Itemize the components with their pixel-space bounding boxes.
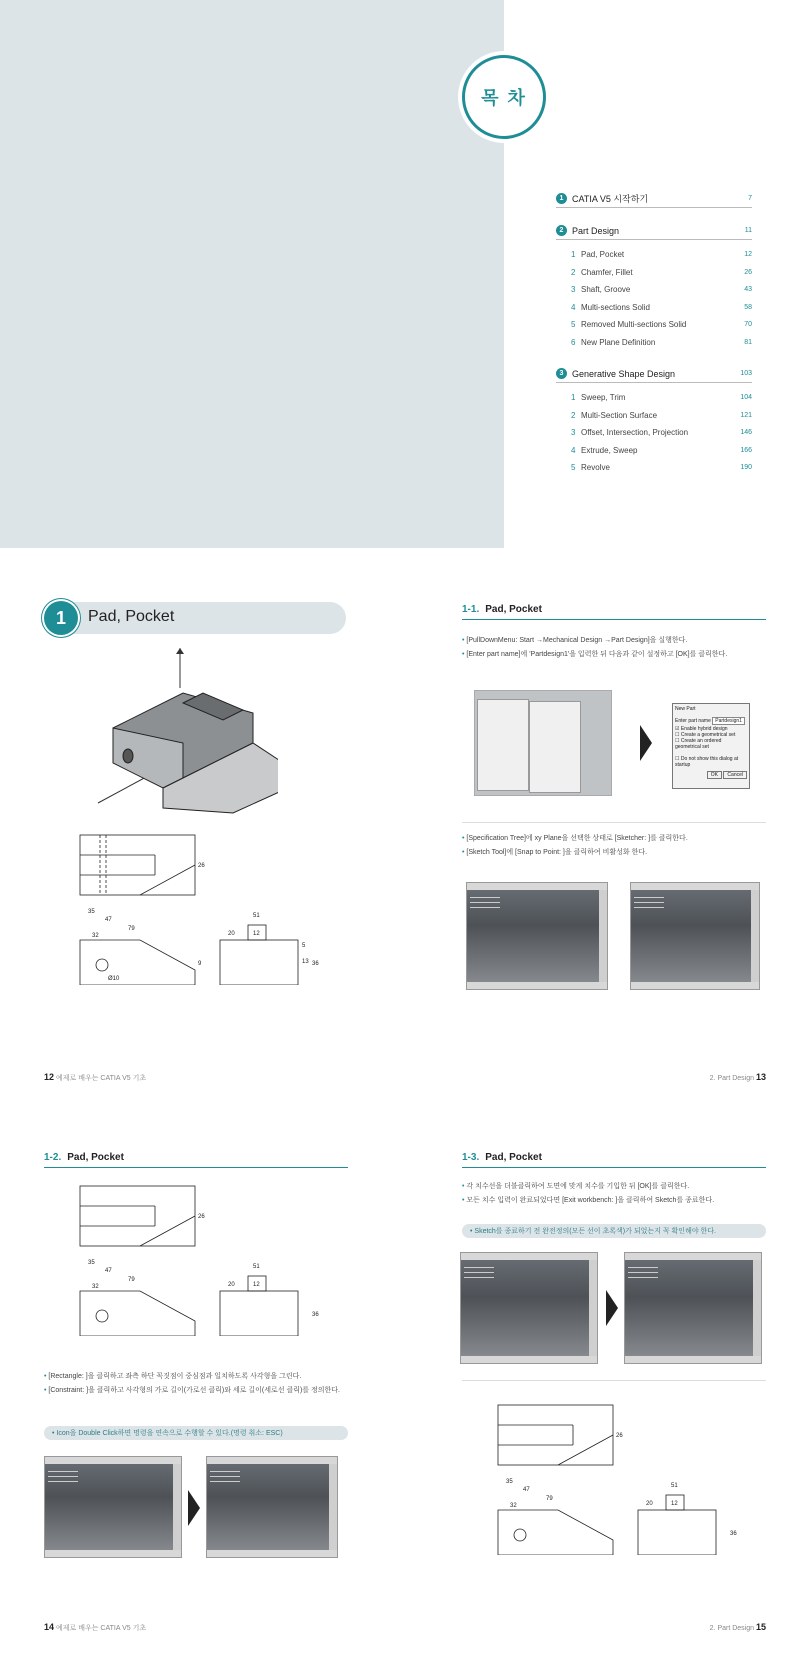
toc-item-list (556, 389, 752, 477)
section-heading-1-1 (462, 604, 766, 620)
dim-36: 36 (312, 1312, 319, 1318)
page-number: 15 (755, 1622, 766, 1632)
ok-button[interactable]: OK (707, 771, 722, 779)
x-axis (98, 776, 148, 803)
bullet: • [PullDownMenu: Start →Mechanical Design →Part Design]을 실행한다. (462, 634, 766, 648)
divider (462, 1380, 766, 1381)
bullets-1-1 (462, 634, 766, 662)
toc-item-page: 121 (740, 411, 752, 419)
dialog-buttons (675, 772, 747, 778)
dim-79: 79 (128, 1277, 135, 1283)
bullets-1-1b (462, 832, 766, 860)
toc-chapter-page: 11 (744, 227, 752, 234)
section-title: Pad, Pocket (485, 604, 542, 615)
dim-79: 79 (546, 1496, 553, 1502)
toc-item-title: Extrude, Sweep (581, 445, 638, 455)
toc-item-number: 4 (571, 445, 576, 455)
dim-20: 20 (228, 931, 235, 937)
toc-background (0, 0, 504, 548)
page-number: 14 (44, 1622, 55, 1632)
catia-exit-sketch-screenshot (624, 1252, 762, 1364)
dim-26: 26 (616, 1433, 623, 1439)
toc-item-title: Pad, Pocket (581, 250, 625, 260)
section-heading-1-3 (462, 1152, 766, 1168)
dim-35: 35 (506, 1479, 513, 1485)
dim-32: 32 (510, 1503, 517, 1509)
page-number: 13 (755, 1072, 766, 1082)
orthographic-drawing-page14 (70, 1176, 330, 1336)
toc-chapter-title: Part Design (572, 225, 620, 236)
toc-item[interactable] (556, 316, 752, 334)
side-view-outline (220, 940, 298, 985)
dim-13: 13 (302, 959, 309, 965)
section-number: 1-2. (44, 1152, 62, 1163)
toc-item[interactable] (556, 442, 752, 460)
chapter-number: 1 (44, 601, 78, 635)
orthographic-drawing-page12 (70, 825, 330, 985)
toc-chapter-title: Generative Shape Design (572, 368, 676, 379)
catia-dimension-screenshot (460, 1252, 598, 1364)
toc-item-title: Sweep, Trim (581, 393, 626, 403)
dim-12: 12 (253, 931, 260, 937)
dim-51: 51 (253, 913, 260, 919)
catia-sketcher-screenshot-2 (630, 882, 760, 990)
toc-item[interactable] (556, 264, 752, 282)
dim-36: 36 (312, 961, 319, 967)
toc-item-number: 3 (571, 428, 576, 438)
toc-item-number: 3 (571, 285, 576, 295)
toc-item[interactable] (556, 459, 752, 477)
option-ordered-geoset[interactable]: ☐ Create an ordered geometrical set (675, 738, 722, 750)
toc-item-number: 2 (571, 267, 576, 277)
catia-sketcher-screenshot-1 (466, 882, 608, 990)
catia-rectangle-screenshot (44, 1456, 182, 1558)
dim-12: 12 (253, 1282, 260, 1288)
tip-note: • Icon을 Double Click하면 명령을 연속으로 수행할 수 있다.(명령 취소: ESC) (44, 1426, 348, 1440)
dialog-title: New Part (675, 706, 696, 712)
dim-5: 5 (302, 943, 306, 949)
page-number: 12 (44, 1072, 55, 1082)
bullet: • [Rectangle: ]을 클릭하고 좌측 하단 꼭짓점이 중심점과 일치하도록 사각형을 그린다. (44, 1370, 348, 1384)
toc-item-page: 43 (744, 286, 752, 294)
option-startup[interactable]: ☐ Do not show this dialog at startup (675, 756, 739, 768)
cancel-button[interactable]: Cancel (723, 771, 747, 779)
toc-chapter-number: 1 (556, 193, 567, 204)
footer-text: 예제로 배우는 CATIA V5 기초 (55, 1625, 147, 1632)
toc-item-title: Offset, Intersection, Projection (581, 428, 689, 438)
part-name-input[interactable]: Partdesign1 (712, 717, 745, 725)
dim-12: 12 (671, 1501, 678, 1507)
pulldown-menu-screenshot (474, 690, 612, 796)
toc-chapter-number: 3 (556, 368, 567, 379)
bullets-1-2 (44, 1370, 348, 1398)
toc-heading: 목 차 (462, 55, 546, 139)
dim-10: Ø10 (108, 976, 120, 982)
dim-51: 51 (253, 1264, 260, 1270)
footer-page13 (560, 1072, 766, 1082)
part-name-row (675, 718, 747, 724)
toc-item-title: Revolve (581, 463, 610, 473)
toc-chapter[interactable] (556, 222, 752, 240)
section-number: 1-3. (462, 1152, 480, 1163)
bullet: • 각 치수선을 더블클릭하여 도면에 맞게 치수를 기입한 뒤 [OK]를 클릭한다. (462, 1180, 766, 1194)
toc-item-page: 26 (744, 268, 752, 276)
dim-79: 79 (128, 926, 135, 932)
toc-chapter[interactable] (556, 190, 752, 208)
dim-36: 36 (730, 1531, 737, 1537)
footer-text: 예제로 배우는 CATIA V5 기초 (55, 1075, 147, 1082)
toc-item-page: 70 (744, 321, 752, 329)
bullet: • [Sketch Tool]에 [Snap to Point: ]을 클릭하여 비활성화 한다. (462, 846, 766, 860)
toc-item[interactable] (556, 424, 752, 442)
section-title: Pad, Pocket (485, 1152, 542, 1163)
toc-item-title: Multi-sections Solid (581, 302, 650, 312)
catia-constraint-screenshot (206, 1456, 338, 1558)
option-geoset[interactable]: ☐ Create a geometrical set (675, 732, 736, 738)
new-part-dialog (672, 703, 750, 789)
bullet: • 모든 치수 입력이 완료되었다면 [Exit workbench: ]을 클릭하여 Sketch를 종료한다. (462, 1194, 766, 1208)
toc-item-number: 1 (571, 250, 576, 260)
step-arrow (640, 725, 652, 761)
toc-item-number: 5 (571, 320, 576, 330)
section-heading-1-2 (44, 1152, 348, 1168)
step-arrow (606, 1290, 618, 1326)
option-label: Create a geometrical set (680, 732, 736, 738)
toc-item-number: 1 (571, 393, 576, 403)
z-axis-arrow (176, 648, 184, 654)
toc-item-title: New Plane Definition (581, 337, 656, 347)
toc-item-page: 190 (740, 464, 752, 472)
footer-text: 2. Part Design (709, 1075, 755, 1082)
toc-chapter-title: CATIA V5 시작하기 (572, 194, 649, 204)
toc-item-number: 2 (571, 410, 576, 420)
bullets-1-3 (462, 1180, 766, 1208)
mechanical-design-submenu (529, 701, 581, 793)
option-label: Do not show this dialog at startup (675, 756, 739, 768)
toc-item-title: Shaft, Groove (581, 285, 631, 295)
dim-20: 20 (646, 1501, 653, 1507)
dim-51: 51 (671, 1483, 678, 1489)
toc-chapter[interactable] (556, 365, 752, 383)
dim-32: 32 (92, 933, 99, 939)
dim-47: 47 (523, 1487, 530, 1493)
tip-note: • Sketch를 종료하기 전 완전정의(모든 선이 초록색)가 되었는지 꼭 확인해야 한다. (462, 1224, 766, 1238)
toc-item-page: 166 (740, 446, 752, 454)
toc-item-number: 6 (571, 337, 576, 347)
footer-text: 2. Part Design (709, 1625, 755, 1632)
top-view-outline (80, 835, 195, 895)
toc-item-page: 146 (740, 429, 752, 437)
toc-item[interactable] (556, 334, 752, 352)
footer-page15 (560, 1622, 766, 1632)
start-menu (477, 699, 529, 791)
part-name-label: Enter part name (675, 718, 711, 724)
toc-item-title: Removed Multi-sections Solid (581, 320, 687, 330)
section-title: Pad, Pocket (67, 1152, 124, 1163)
toc-item-number: 4 (571, 302, 576, 312)
toc-item-page: 58 (744, 303, 752, 311)
table-of-contents (556, 190, 752, 477)
toc-chapter-number: 2 (556, 225, 567, 236)
section-number: 1-1. (462, 604, 480, 615)
option-label: Enable hybrid design (680, 726, 728, 732)
toc-item-list (556, 246, 752, 351)
part-hole (123, 749, 133, 763)
dim-35: 35 (88, 1260, 95, 1266)
bullet: • [Enter part name]에 'Partdesign1'을 입력한 뒤 다음과 같이 설정하고 [OK]를 클릭한다. (462, 648, 766, 662)
toc-item[interactable] (556, 299, 752, 317)
toc-item-number: 5 (571, 463, 576, 473)
toc-item-title: Chamfer, Fillet (581, 267, 633, 277)
dim-26: 26 (198, 863, 205, 869)
isometric-part-illustration (88, 648, 278, 823)
toc-item-page: 12 (744, 251, 752, 259)
dim-47: 47 (105, 917, 112, 923)
chapter-title: Pad, Pocket (88, 608, 175, 625)
toc-item-title: Multi-Section Surface (581, 410, 658, 420)
option-hybrid[interactable]: ☑ Enable hybrid design (675, 726, 728, 732)
toc-item[interactable] (556, 246, 752, 264)
footer-page14 (44, 1622, 146, 1633)
step-arrow (188, 1490, 200, 1526)
option-label: Create an ordered geometrical set (675, 738, 722, 750)
dim-20: 20 (228, 1282, 235, 1288)
dim-26: 26 (198, 1214, 205, 1220)
footer-page12 (44, 1072, 146, 1083)
bullet: • [Specification Tree]에 xy Plane을 선택한 상태로 [Sketcher: ]를 클릭한다. (462, 832, 766, 846)
dim-32: 32 (92, 1284, 99, 1290)
toc-item-page: 104 (740, 394, 752, 402)
toc-item[interactable] (556, 407, 752, 425)
toc-item[interactable] (556, 281, 752, 299)
dim-9: 9 (198, 961, 202, 967)
toc-chapter-page: 7 (748, 195, 752, 202)
toc-item-page: 81 (744, 338, 752, 346)
dim-47: 47 (105, 1268, 112, 1274)
orthographic-drawing-page15 (488, 1395, 748, 1555)
bullet: • [Constraint: ]을 클릭하고 사각형의 가로 길이(가로선 클릭)와 세로 길이(세로선 클릭)를 정의한다. (44, 1384, 348, 1398)
front-view-outline (80, 940, 195, 985)
dim-35: 35 (88, 909, 95, 915)
divider (462, 822, 766, 823)
toc-item[interactable] (556, 389, 752, 407)
toc-chapter-page: 103 (740, 370, 752, 377)
